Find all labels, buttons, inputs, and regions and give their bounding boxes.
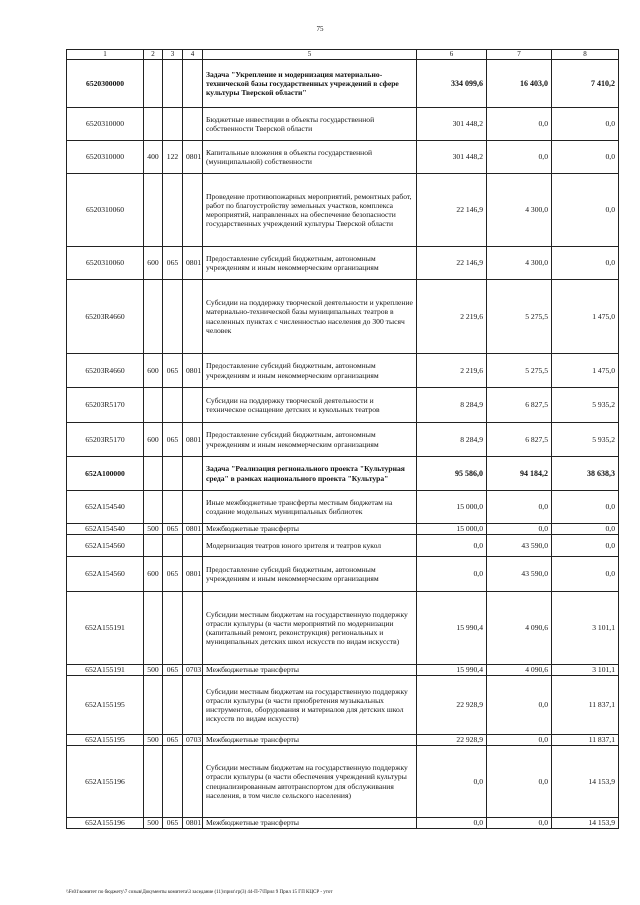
section-code-cell xyxy=(183,60,203,108)
budget-code-cell: 6520300000 xyxy=(67,60,144,108)
table-row xyxy=(67,557,619,592)
department-code-cell xyxy=(163,388,183,423)
section-code-cell: 0801 xyxy=(183,247,203,280)
expense-type-cell xyxy=(144,592,163,665)
amount-col7-cell: 0,0 xyxy=(487,491,552,524)
amount-col8-cell: 5 935,2 xyxy=(552,388,619,423)
amount-col7-cell: 0,0 xyxy=(487,818,552,829)
amount-col8-cell: 0,0 xyxy=(552,524,619,535)
table-row xyxy=(67,141,619,174)
amount-col8-cell: 0,0 xyxy=(552,247,619,280)
section-code-cell xyxy=(183,280,203,354)
section-code-cell xyxy=(183,491,203,524)
amount-col8-cell: 11 837,1 xyxy=(552,676,619,735)
section-code-cell: 0801 xyxy=(183,818,203,829)
amount-col7-cell: 0,0 xyxy=(487,746,552,818)
amount-col7-cell: 0,0 xyxy=(487,141,552,174)
expense-type-cell xyxy=(144,108,163,141)
table-row xyxy=(67,280,619,354)
column-number: 4 xyxy=(183,50,203,60)
table-row xyxy=(67,676,619,735)
expense-type-cell xyxy=(144,535,163,557)
expense-type-cell xyxy=(144,676,163,735)
item-name-cell: Капитальные вложения в объекты государственной (муниципальной) собственности xyxy=(203,141,417,174)
section-code-cell xyxy=(183,592,203,665)
expense-type-cell: 500 xyxy=(144,665,163,676)
amount-col7-cell: 6 827,5 xyxy=(487,423,552,457)
budget-code-cell: 652A154560 xyxy=(67,557,144,592)
amount-col6-cell: 15 000,0 xyxy=(417,524,487,535)
amount-col8-cell: 7 410,2 xyxy=(552,60,619,108)
amount-col7-cell: 43 590,0 xyxy=(487,557,552,592)
expense-type-cell: 400 xyxy=(144,141,163,174)
department-code-cell: 065 xyxy=(163,423,183,457)
budget-code-cell: 652A155196 xyxy=(67,818,144,829)
expense-type-cell: 600 xyxy=(144,247,163,280)
amount-col6-cell: 15 990,4 xyxy=(417,592,487,665)
department-code-cell xyxy=(163,491,183,524)
table-row xyxy=(67,354,619,388)
amount-col6-cell: 334 099,6 xyxy=(417,60,487,108)
section-code-cell: 0703 xyxy=(183,665,203,676)
amount-col7-cell: 5 275,5 xyxy=(487,354,552,388)
budget-code-cell: 652A154540 xyxy=(67,491,144,524)
budget-code-cell: 65203R4660 xyxy=(67,354,144,388)
expense-type-cell xyxy=(144,388,163,423)
department-code-cell: 065 xyxy=(163,524,183,535)
table-row xyxy=(67,423,619,457)
expense-type-cell: 500 xyxy=(144,524,163,535)
amount-col6-cell: 15 000,0 xyxy=(417,491,487,524)
expense-type-cell: 500 xyxy=(144,735,163,746)
amount-col6-cell: 0,0 xyxy=(417,818,487,829)
department-code-cell xyxy=(163,457,183,491)
section-code-cell: 0801 xyxy=(183,557,203,592)
amount-col8-cell: 5 935,2 xyxy=(552,423,619,457)
department-code-cell: 065 xyxy=(163,557,183,592)
amount-col7-cell: 4 300,0 xyxy=(487,174,552,247)
item-name-cell: Бюджетные инвестиции в объекты государственной собственности Тверской области xyxy=(203,108,417,141)
expense-type-cell xyxy=(144,174,163,247)
department-code-cell xyxy=(163,60,183,108)
table-row xyxy=(67,174,619,247)
amount-col6-cell: 95 586,0 xyxy=(417,457,487,491)
table-row xyxy=(67,60,619,108)
item-name-cell: Межбюджетные трансферты xyxy=(203,665,417,676)
amount-col6-cell: 2 219,6 xyxy=(417,280,487,354)
amount-col6-cell: 22 928,9 xyxy=(417,735,487,746)
amount-col8-cell: 14 153,9 xyxy=(552,746,619,818)
budget-code-cell: 652A155191 xyxy=(67,665,144,676)
amount-col6-cell: 22 146,9 xyxy=(417,174,487,247)
budget-code-cell: 652A154560 xyxy=(67,535,144,557)
amount-col7-cell: 0,0 xyxy=(487,676,552,735)
amount-col7-cell: 0,0 xyxy=(487,524,552,535)
budget-table xyxy=(66,49,619,829)
expense-type-cell xyxy=(144,746,163,818)
amount-col8-cell: 0,0 xyxy=(552,108,619,141)
expense-type-cell xyxy=(144,457,163,491)
expense-type-cell: 600 xyxy=(144,557,163,592)
file-path-footer: \\Fs01\комитет по бюджету\7 созыв\Документы комитета\3 заседание (11)\прил\гр(3) 44-П-7\Прил 9 Прил 15 ГП КЦСР - утот xyxy=(66,890,333,895)
department-code-cell xyxy=(163,174,183,247)
amount-col7-cell: 4 300,0 xyxy=(487,247,552,280)
amount-col6-cell: 15 990,4 xyxy=(417,665,487,676)
column-number: 6 xyxy=(417,50,487,60)
table-row xyxy=(67,491,619,524)
department-code-cell: 065 xyxy=(163,247,183,280)
column-number-row xyxy=(67,50,619,60)
budget-code-cell: 65203R5170 xyxy=(67,388,144,423)
section-code-cell: 0703 xyxy=(183,735,203,746)
amount-col6-cell: 2 219,6 xyxy=(417,354,487,388)
amount-col8-cell: 11 837,1 xyxy=(552,735,619,746)
item-name-cell: Предоставление субсидий бюджетным, автономным учреждениям и иным некоммерческим организациям xyxy=(203,557,417,592)
budget-code-cell: 6520310060 xyxy=(67,174,144,247)
expense-type-cell: 500 xyxy=(144,818,163,829)
budget-code-cell: 652A100000 xyxy=(67,457,144,491)
department-code-cell: 065 xyxy=(163,735,183,746)
department-code-cell xyxy=(163,108,183,141)
amount-col8-cell: 0,0 xyxy=(552,491,619,524)
amount-col7-cell: 43 590,0 xyxy=(487,535,552,557)
table-row xyxy=(67,524,619,535)
table-row xyxy=(67,108,619,141)
section-code-cell xyxy=(183,676,203,735)
expense-type-cell xyxy=(144,280,163,354)
amount-col8-cell: 0,0 xyxy=(552,535,619,557)
column-number: 8 xyxy=(552,50,619,60)
amount-col8-cell: 1 475,0 xyxy=(552,280,619,354)
amount-col7-cell: 6 827,5 xyxy=(487,388,552,423)
amount-col6-cell: 22 146,9 xyxy=(417,247,487,280)
amount-col8-cell: 0,0 xyxy=(552,174,619,247)
amount-col6-cell: 301 448,2 xyxy=(417,108,487,141)
item-name-cell: Межбюджетные трансферты xyxy=(203,818,417,829)
amount-col6-cell: 301 448,2 xyxy=(417,141,487,174)
section-code-cell xyxy=(183,746,203,818)
amount-col8-cell: 14 153,9 xyxy=(552,818,619,829)
department-code-cell xyxy=(163,535,183,557)
amount-col8-cell: 3 101,1 xyxy=(552,665,619,676)
budget-code-cell: 65203R4660 xyxy=(67,280,144,354)
item-name-cell: Модернизация театров юного зрителя и театров кукол xyxy=(203,535,417,557)
amount-col7-cell: 0,0 xyxy=(487,108,552,141)
amount-col6-cell: 8 284,9 xyxy=(417,423,487,457)
item-name-cell: Задача "Реализация регионального проекта "Культурная среда" в рамках национального проекта "Культура" xyxy=(203,457,417,491)
department-code-cell: 122 xyxy=(163,141,183,174)
amount-col7-cell: 94 184,2 xyxy=(487,457,552,491)
page-number: 75 xyxy=(316,25,324,33)
budget-code-cell: 6520310000 xyxy=(67,141,144,174)
item-name-cell: Межбюджетные трансферты xyxy=(203,735,417,746)
department-code-cell: 065 xyxy=(163,354,183,388)
expense-type-cell: 600 xyxy=(144,354,163,388)
section-code-cell: 0801 xyxy=(183,141,203,174)
amount-col6-cell: 0,0 xyxy=(417,557,487,592)
budget-code-cell: 6520310000 xyxy=(67,108,144,141)
item-name-cell: Субсидии местным бюджетам на государственную поддержку отрасли культуры (в части обеспечения учреждений культуры специализированным автотранспортом для обслуживания населения, в том числе сельского населения) xyxy=(203,746,417,818)
item-name-cell: Субсидии на поддержку творческой деятельности и техническое оснащение детских и кукольных театров xyxy=(203,388,417,423)
department-code-cell: 065 xyxy=(163,665,183,676)
section-code-cell: 0801 xyxy=(183,423,203,457)
table-row xyxy=(67,388,619,423)
budget-code-cell: 652A155195 xyxy=(67,735,144,746)
column-number: 1 xyxy=(67,50,144,60)
amount-col8-cell: 1 475,0 xyxy=(552,354,619,388)
item-name-cell: Предоставление субсидий бюджетным, автономным учреждениям и иным некоммерческим организациям xyxy=(203,423,417,457)
amount-col6-cell: 0,0 xyxy=(417,535,487,557)
column-number: 7 xyxy=(487,50,552,60)
department-code-cell xyxy=(163,746,183,818)
budget-code-cell: 652A155191 xyxy=(67,592,144,665)
column-number: 3 xyxy=(163,50,183,60)
amount-col8-cell: 3 101,1 xyxy=(552,592,619,665)
section-code-cell xyxy=(183,388,203,423)
amount-col6-cell: 22 928,9 xyxy=(417,676,487,735)
amount-col8-cell: 38 638,3 xyxy=(552,457,619,491)
amount-col6-cell: 0,0 xyxy=(417,746,487,818)
budget-code-cell: 6520310060 xyxy=(67,247,144,280)
item-name-cell: Субсидии местным бюджетам на государственную поддержку отрасли культуры (в части мероприятий по модернизации (капитальный ремонт, реконструкция) региональных и муниципальных детских школ искусств по видам искусств) xyxy=(203,592,417,665)
amount-col7-cell: 4 090,6 xyxy=(487,665,552,676)
amount-col8-cell: 0,0 xyxy=(552,557,619,592)
budget-code-cell: 652A155196 xyxy=(67,746,144,818)
table-row xyxy=(67,818,619,829)
section-code-cell xyxy=(183,535,203,557)
item-name-cell: Межбюджетные трансферты xyxy=(203,524,417,535)
section-code-cell: 0801 xyxy=(183,354,203,388)
budget-code-cell: 65203R5170 xyxy=(67,423,144,457)
item-name-cell: Субсидии местным бюджетам на государственную поддержку отрасли культуры (в части приобретения музыкальных инструментов, оборудования и материалов для детских школ искусств по видам искусств) xyxy=(203,676,417,735)
table-row xyxy=(67,535,619,557)
department-code-cell xyxy=(163,676,183,735)
department-code-cell xyxy=(163,592,183,665)
table-row xyxy=(67,592,619,665)
amount-col6-cell: 8 284,9 xyxy=(417,388,487,423)
budget-code-cell: 652A155195 xyxy=(67,676,144,735)
item-name-cell: Задача "Укрепление и модернизация материально-технической базы государственных учреждений в сфере культуры Тверской области" xyxy=(203,60,417,108)
amount-col7-cell: 16 403,0 xyxy=(487,60,552,108)
item-name-cell: Иные межбюджетные трансферты местным бюджетам на создание модельных муниципальных библиотек xyxy=(203,491,417,524)
section-code-cell: 0801 xyxy=(183,524,203,535)
section-code-cell xyxy=(183,174,203,247)
item-name-cell: Предоставление субсидий бюджетным, автономным учреждениям и иным некоммерческим организациям xyxy=(203,354,417,388)
table-row xyxy=(67,665,619,676)
column-number: 2 xyxy=(144,50,163,60)
expense-type-cell xyxy=(144,491,163,524)
expense-type-cell xyxy=(144,60,163,108)
budget-code-cell: 652A154540 xyxy=(67,524,144,535)
department-code-cell: 065 xyxy=(163,818,183,829)
table-row xyxy=(67,735,619,746)
amount-col7-cell: 5 275,5 xyxy=(487,280,552,354)
expense-type-cell: 600 xyxy=(144,423,163,457)
item-name-cell: Субсидии на поддержку творческой деятельности и укрепление материально-технической базы муниципальных театров в населенных пунктах с численностью населения до 300 тысяч человек xyxy=(203,280,417,354)
table-row xyxy=(67,746,619,818)
amount-col7-cell: 4 090,6 xyxy=(487,592,552,665)
department-code-cell xyxy=(163,280,183,354)
item-name-cell: Проведение противопожарных мероприятий, ремонтных работ, работ по благоустройству земельных участков, комплекса мероприятий, направленных на обеспечение безопасности государственных учреждений культуры Тверской области xyxy=(203,174,417,247)
amount-col8-cell: 0,0 xyxy=(552,141,619,174)
table-row xyxy=(67,457,619,491)
section-code-cell xyxy=(183,108,203,141)
amount-col7-cell: 0,0 xyxy=(487,735,552,746)
section-code-cell xyxy=(183,457,203,491)
item-name-cell: Предоставление субсидий бюджетным, автономным учреждениям и иным некоммерческим организациям xyxy=(203,247,417,280)
column-number: 5 xyxy=(203,50,417,60)
table-row xyxy=(67,247,619,280)
